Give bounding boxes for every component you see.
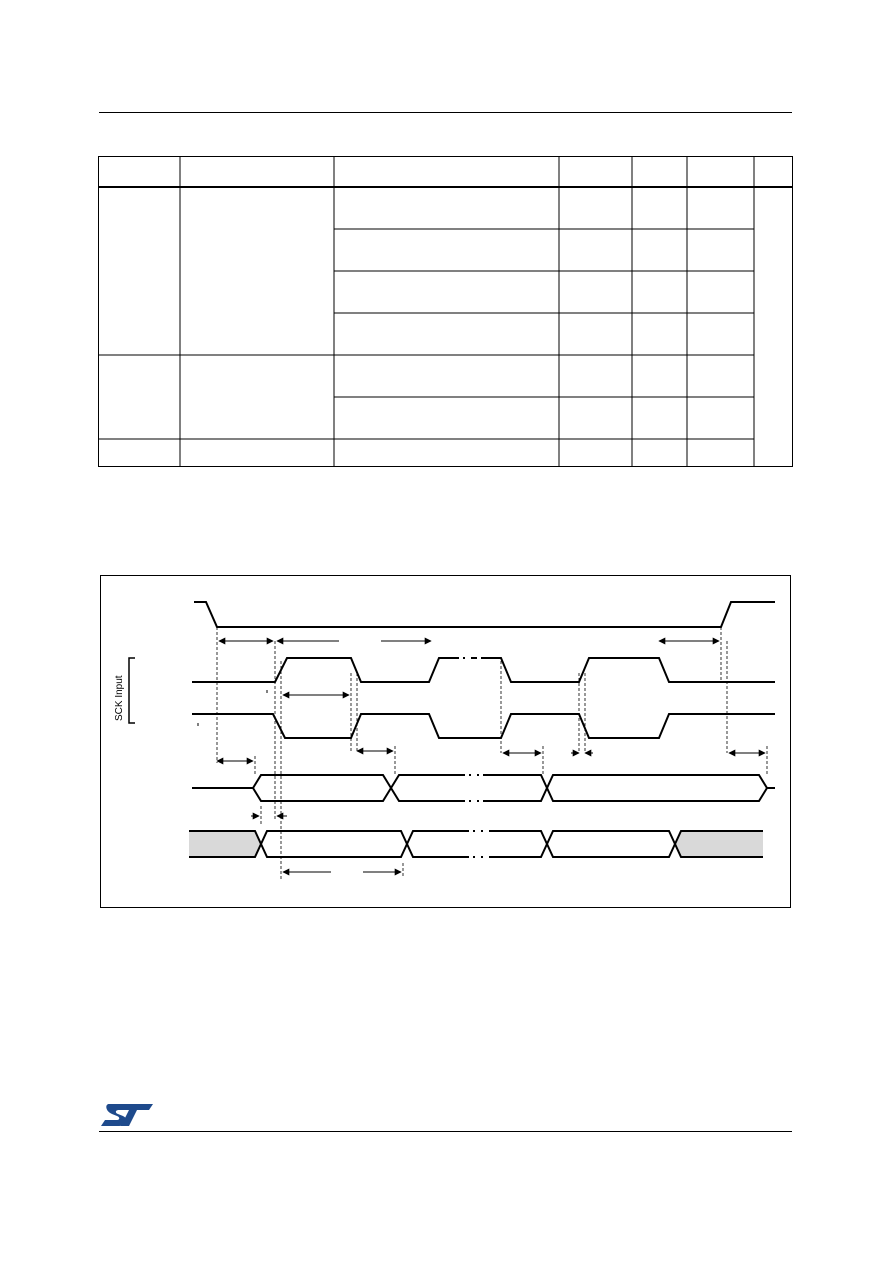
timing-diagram bbox=[101, 576, 790, 907]
spec-table bbox=[98, 156, 793, 467]
miso-bus-bottom bbox=[253, 788, 767, 801]
miso-bus-top bbox=[192, 775, 775, 788]
sck-input-bracket bbox=[129, 658, 135, 723]
footer-rule bbox=[99, 1131, 792, 1132]
sck-cpol1-waveform bbox=[192, 714, 775, 738]
timing-diagram-frame bbox=[100, 575, 791, 908]
table-frame bbox=[99, 157, 793, 467]
nss-waveform bbox=[194, 602, 775, 627]
header-rule bbox=[99, 112, 792, 113]
st-logo-icon bbox=[99, 1102, 155, 1128]
sck-cpol0-waveform bbox=[192, 658, 775, 682]
break-dots bbox=[463, 627, 483, 857]
sck-input-label: SCK Input bbox=[114, 675, 125, 721]
shaded-regions bbox=[189, 831, 763, 857]
